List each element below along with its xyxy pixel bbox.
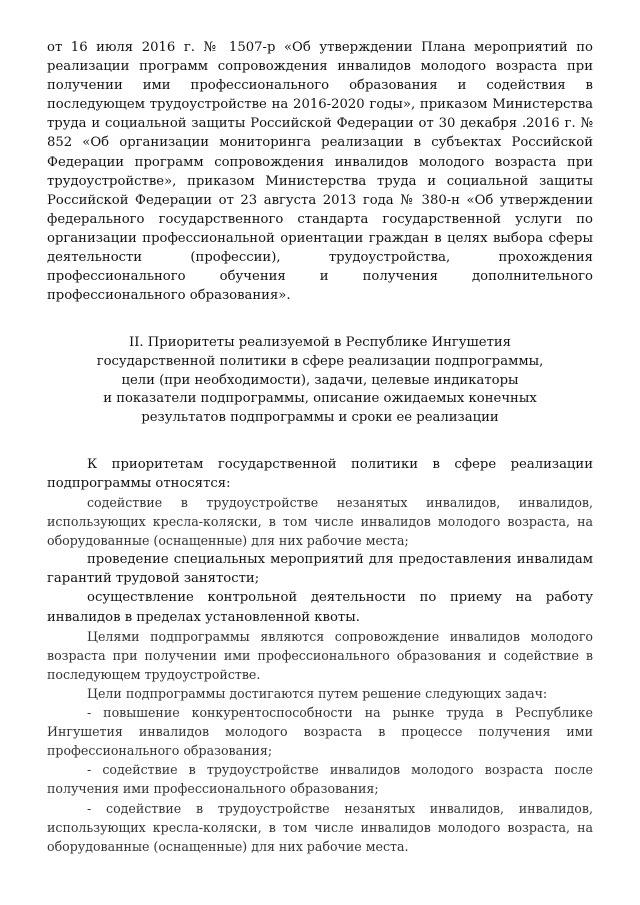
goals-paragraph: Целями подпрограммы являются сопровождение инвалидов молодого возраста при получении ими профессионального образования и содействие в последующем трудоустройстве. xyxy=(47,628,593,682)
task-item: - повышение конкурентоспособности на рынке труда в Республике Ингушетия инвалидов молодого возраста в процессе получения ими профессионального образования; xyxy=(47,705,593,759)
section-heading-line: цели (при необходимости), задачи, целевые индикаторы xyxy=(121,372,519,388)
priorities-intro: К приоритетам государственной политики в сфере реализации подпрограммы относятся: xyxy=(47,456,593,491)
task-item: - содействие в трудоустройстве инвалидов молодого возраста после получения ими профессионального образования; xyxy=(47,762,593,797)
section-heading-line: II. Приоритеты реализуемой в Республике Ингушетия xyxy=(129,335,511,351)
section-heading-line: и показатели подпрограммы, описание ожидаемых конечных xyxy=(103,391,537,407)
task-item: - содействие в трудоустройстве незанятых инвалидов, инвалидов, использующих кресла-коляски, в том числе инвалидов молодого возраста, на оборудованные (оснащенные) для них рабочие места. xyxy=(47,800,593,854)
priority-item: проведение специальных мероприятий для предоставления инвалидам гарантий трудовой занятости; xyxy=(47,552,593,587)
section-heading xyxy=(47,334,593,428)
section-heading-line: результатов подпрограммы и сроки ее реализации xyxy=(141,410,499,426)
intro-paragraph: от 16 июля 2016 г. № 1507-р «Об утверждении Плана мероприятий по реализации программ сопровождения инвалидов молодого возраста при получении ими профессионального образования и содействия в последующем трудоустройстве на 2016-2020 годы», приказом Министерства труда и социальной защиты Российской Федерации от 30 декабря .2016 г. № 852 «Об организации мониторинга реализации в субъектах Российской Федерации программ сопровождения инвалидов молодого возраста при трудоустройстве», приказом Министерства труда и социальной защиты Российской Федерации от 23 августа 2013 года № 380-н «Об утверждении федерального государственного стандарта государственной услуги по организации профессиональной ориентации граждан в целях выбора сферы деятельности (профессии), трудоустройства, прохождения профессионального обучения и получения дополнительного профессионального образования». xyxy=(47,40,593,304)
priority-item: осуществление контрольной деятельности по приему на работу инвалидов в пределах установленной квоты. xyxy=(47,590,593,625)
tasks-intro: Цели подпрограммы достигаются путем решение следующих задач: xyxy=(87,685,548,701)
section-heading-line: государственной политики в сфере реализации подпрограммы, xyxy=(96,354,544,370)
priority-item: содействие в трудоустройстве незанятых инвалидов, инвалидов, использующих кресла-коляски, в том числе инвалидов молодого возраста, на оборудованные (оснащенные) для них рабочие места; xyxy=(47,495,593,549)
